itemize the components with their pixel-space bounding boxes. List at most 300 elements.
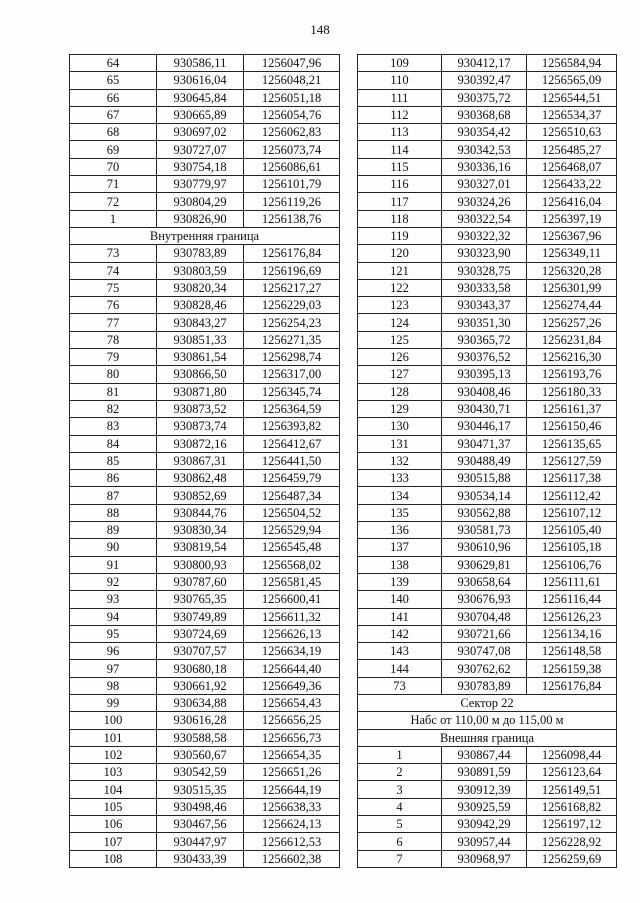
x-coordinate-cell: 930610,96 [442,539,527,556]
x-coordinate-cell: 930852,69 [157,487,244,504]
table-row [70,746,340,763]
table-row [70,176,340,193]
x-coordinate-cell: 930704,48 [442,608,527,625]
point-number-cell: 79 [70,349,157,366]
point-number-cell: 132 [358,452,442,469]
y-coordinate-cell: 1256412,67 [244,435,340,452]
y-coordinate-cell: 1256051,18 [244,89,340,106]
point-number-cell: 66 [70,89,157,106]
point-number-cell: 1 [70,210,157,227]
x-coordinate-cell: 930515,35 [157,781,244,798]
y-coordinate-cell: 1256148,58 [527,643,617,660]
x-coordinate-cell: 930957,44 [442,833,527,850]
y-coordinate-cell: 1256117,38 [527,470,617,487]
x-coordinate-cell: 930830,34 [157,522,244,539]
table-row [70,383,340,400]
table-row [70,643,340,660]
point-number-cell: 137 [358,539,442,556]
x-coordinate-cell: 930447,97 [157,833,244,850]
x-coordinate-cell: 930323,90 [442,245,527,262]
table-row [70,556,340,573]
x-coordinate-cell: 930586,11 [157,55,244,72]
x-coordinate-cell: 930342,53 [442,141,527,158]
table-row [70,55,340,72]
section-row [358,729,617,746]
table-row [70,435,340,452]
table-row [70,89,340,106]
table-row [70,729,340,746]
y-coordinate-cell: 1256602,38 [244,850,340,867]
y-coordinate-cell: 1256612,53 [244,833,340,850]
point-number-cell: 128 [358,383,442,400]
x-coordinate-cell: 930891,59 [442,764,527,781]
table-row [358,193,617,210]
y-coordinate-cell: 1256048,21 [244,72,340,89]
y-coordinate-cell: 1256098,44 [527,746,617,763]
y-coordinate-cell: 1256138,76 [244,210,340,227]
x-coordinate-cell: 930645,84 [157,89,244,106]
y-coordinate-cell: 1256581,45 [244,573,340,590]
y-coordinate-cell: 1256116,44 [527,591,617,608]
point-number-cell: 116 [358,176,442,193]
point-number-cell: 94 [70,608,157,625]
table-row [358,591,617,608]
table-row [358,452,617,469]
x-coordinate-cell: 930851,33 [157,331,244,348]
x-coordinate-cell: 930375,72 [442,89,527,106]
point-number-cell: 107 [70,833,157,850]
table-row [358,400,617,417]
y-coordinate-cell: 1256534,37 [527,106,617,123]
point-number-cell: 75 [70,279,157,296]
point-number-cell: 118 [358,210,442,227]
x-coordinate-cell: 930844,76 [157,504,244,521]
point-number-cell: 120 [358,245,442,262]
table-row [70,539,340,556]
point-number-cell: 2 [358,764,442,781]
table-row [358,349,617,366]
x-coordinate-cell: 930581,73 [442,522,527,539]
y-coordinate-cell: 1256656,73 [244,729,340,746]
x-coordinate-cell: 930354,42 [442,124,527,141]
y-coordinate-cell: 1256638,33 [244,798,340,815]
x-coordinate-cell: 930392,47 [442,72,527,89]
x-coordinate-cell: 930395,13 [442,366,527,383]
x-coordinate-cell: 930783,89 [157,245,244,262]
point-number-cell: 96 [70,643,157,660]
point-number-cell: 115 [358,158,442,175]
point-number-cell: 130 [358,418,442,435]
x-coordinate-cell: 930560,67 [157,746,244,763]
table-row [358,72,617,89]
table-row [358,556,617,573]
x-coordinate-cell: 930749,89 [157,608,244,625]
x-coordinate-cell: 930925,59 [442,798,527,815]
x-coordinate-cell: 930871,80 [157,383,244,400]
point-number-cell: 104 [70,781,157,798]
point-number-cell: 111 [358,89,442,106]
table-row [358,262,617,279]
table-row [358,573,617,590]
table-row [70,833,340,850]
x-coordinate-cell: 930333,58 [442,279,527,296]
table-row [358,176,617,193]
point-number-cell: 64 [70,55,157,72]
x-coordinate-cell: 930588,58 [157,729,244,746]
x-coordinate-cell: 930747,08 [442,643,527,660]
y-coordinate-cell: 1256150,46 [527,418,617,435]
x-coordinate-cell: 930542,59 [157,764,244,781]
point-number-cell: 129 [358,400,442,417]
table-row [70,677,340,694]
x-coordinate-cell: 930843,27 [157,314,244,331]
x-coordinate-cell: 930629,81 [442,556,527,573]
point-number-cell: 105 [70,798,157,815]
y-coordinate-cell: 1256101,79 [244,176,340,193]
table-row [358,331,617,348]
table-row [358,764,617,781]
table-row [358,418,617,435]
point-number-cell: 138 [358,556,442,573]
point-number-cell: 135 [358,504,442,521]
x-coordinate-cell: 930862,48 [157,470,244,487]
y-coordinate-cell: 1256654,43 [244,694,340,711]
y-coordinate-cell: 1256197,12 [527,816,617,833]
x-coordinate-cell: 930803,59 [157,262,244,279]
table-row [358,314,617,331]
table-row [70,245,340,262]
y-coordinate-cell: 1256656,25 [244,712,340,729]
y-coordinate-cell: 1256062,83 [244,124,340,141]
point-number-cell: 72 [70,193,157,210]
x-coordinate-cell: 930867,31 [157,452,244,469]
point-number-cell: 126 [358,349,442,366]
point-number-cell: 90 [70,539,157,556]
y-coordinate-cell: 1256180,33 [527,383,617,400]
y-coordinate-cell: 1256073,74 [244,141,340,158]
x-coordinate-cell: 930873,74 [157,418,244,435]
coordinates-table-left [69,54,340,868]
table-row [358,435,617,452]
table-row [70,470,340,487]
table-row [358,210,617,227]
point-number-cell: 109 [358,55,442,72]
point-number-cell: 92 [70,573,157,590]
y-coordinate-cell: 1256149,51 [527,781,617,798]
y-coordinate-cell: 1256611,32 [244,608,340,625]
x-coordinate-cell: 930867,44 [442,746,527,763]
x-coordinate-cell: 930365,72 [442,331,527,348]
point-number-cell: 124 [358,314,442,331]
point-number-cell: 117 [358,193,442,210]
point-number-cell: 89 [70,522,157,539]
y-coordinate-cell: 1256544,51 [527,89,617,106]
point-number-cell: 134 [358,487,442,504]
y-coordinate-cell: 1256119,26 [244,193,340,210]
y-coordinate-cell: 1256487,34 [244,487,340,504]
y-coordinate-cell: 1256216,30 [527,349,617,366]
section-heading-inner-boundary: Внутренняя граница [70,227,340,244]
table-row [358,470,617,487]
x-coordinate-cell: 930665,89 [157,106,244,123]
table-row [358,55,617,72]
y-coordinate-cell: 1256649,36 [244,677,340,694]
table-row [358,366,617,383]
table-row [358,487,617,504]
x-coordinate-cell: 930820,34 [157,279,244,296]
y-coordinate-cell: 1256271,35 [244,331,340,348]
x-coordinate-cell: 930515,88 [442,470,527,487]
x-coordinate-cell: 930787,60 [157,573,244,590]
point-number-cell: 97 [70,660,157,677]
table-row [70,158,340,175]
x-coordinate-cell: 930873,52 [157,400,244,417]
table-row [358,89,617,106]
point-number-cell: 131 [358,435,442,452]
table-row [70,816,340,833]
x-coordinate-cell: 930328,75 [442,262,527,279]
y-coordinate-cell: 1256107,12 [527,504,617,521]
table-row [70,608,340,625]
point-number-cell: 95 [70,625,157,642]
point-number-cell: 144 [358,660,442,677]
y-coordinate-cell: 1256397,19 [527,210,617,227]
y-coordinate-cell: 1256441,50 [244,452,340,469]
x-coordinate-cell: 930727,07 [157,141,244,158]
y-coordinate-cell: 1256651,26 [244,764,340,781]
x-coordinate-cell: 930433,39 [157,850,244,867]
y-coordinate-cell: 1256584,94 [527,55,617,72]
table-row [70,660,340,677]
point-number-cell: 140 [358,591,442,608]
point-number-cell: 133 [358,470,442,487]
point-number-cell: 71 [70,176,157,193]
table-row [70,106,340,123]
table-row [70,279,340,296]
y-coordinate-cell: 1256529,94 [244,522,340,539]
table-row [70,573,340,590]
table-row [70,314,340,331]
table-row [358,643,617,660]
point-number-cell: 119 [358,227,442,244]
x-coordinate-cell: 930446,17 [442,418,527,435]
x-coordinate-cell: 930408,46 [442,383,527,400]
section-row [358,694,617,711]
table-row [358,227,617,244]
point-number-cell: 93 [70,591,157,608]
point-number-cell: 76 [70,297,157,314]
y-coordinate-cell: 1256644,19 [244,781,340,798]
y-coordinate-cell: 1256624,13 [244,816,340,833]
y-coordinate-cell: 1256193,76 [527,366,617,383]
y-coordinate-cell: 1256504,52 [244,504,340,521]
point-number-cell: 121 [358,262,442,279]
table-row [358,539,617,556]
point-number-cell: 136 [358,522,442,539]
point-number-cell: 100 [70,712,157,729]
point-number-cell: 103 [70,764,157,781]
table-row [70,694,340,711]
x-coordinate-cell: 930471,37 [442,435,527,452]
y-coordinate-cell: 1256364,59 [244,400,340,417]
table-row [358,106,617,123]
x-coordinate-cell: 930676,93 [442,591,527,608]
y-coordinate-cell: 1256231,84 [527,331,617,348]
x-coordinate-cell: 930616,28 [157,712,244,729]
table-row [358,850,617,867]
table-row [70,210,340,227]
y-coordinate-cell: 1256257,26 [527,314,617,331]
y-coordinate-cell: 1256176,84 [527,677,617,694]
x-coordinate-cell: 930819,54 [157,539,244,556]
point-number-cell: 108 [70,850,157,867]
x-coordinate-cell: 930762,62 [442,660,527,677]
x-coordinate-cell: 930861,54 [157,349,244,366]
y-coordinate-cell: 1256217,27 [244,279,340,296]
point-number-cell: 101 [70,729,157,746]
table-row [70,625,340,642]
y-coordinate-cell: 1256600,41 [244,591,340,608]
point-number-cell: 85 [70,452,157,469]
table-row [70,850,340,867]
y-coordinate-cell: 1256161,37 [527,400,617,417]
x-coordinate-cell: 930779,97 [157,176,244,193]
y-coordinate-cell: 1256393,82 [244,418,340,435]
point-number-cell: 125 [358,331,442,348]
x-coordinate-cell: 930721,66 [442,625,527,642]
point-number-cell: 143 [358,643,442,660]
point-number-cell: 78 [70,331,157,348]
x-coordinate-cell: 930634,88 [157,694,244,711]
table-row [70,366,340,383]
table-row [358,660,617,677]
point-number-cell: 84 [70,435,157,452]
point-number-cell: 80 [70,366,157,383]
x-coordinate-cell: 930658,64 [442,573,527,590]
y-coordinate-cell: 1256626,13 [244,625,340,642]
point-number-cell: 91 [70,556,157,573]
y-coordinate-cell: 1256047,96 [244,55,340,72]
point-number-cell: 73 [70,245,157,262]
y-coordinate-cell: 1256320,28 [527,262,617,279]
point-number-cell: 141 [358,608,442,625]
table-row [358,833,617,850]
x-coordinate-cell: 930828,46 [157,297,244,314]
x-coordinate-cell: 930724,69 [157,625,244,642]
point-number-cell: 99 [70,694,157,711]
x-coordinate-cell: 930872,16 [157,435,244,452]
point-number-cell: 122 [358,279,442,296]
y-coordinate-cell: 1256106,76 [527,556,617,573]
x-coordinate-cell: 930783,89 [442,677,527,694]
table-row [358,625,617,642]
y-coordinate-cell: 1256168,82 [527,798,617,815]
x-coordinate-cell: 930498,46 [157,798,244,815]
table-row [358,746,617,763]
y-coordinate-cell: 1256111,61 [527,573,617,590]
table-row [358,245,617,262]
y-coordinate-cell: 1256054,76 [244,106,340,123]
point-number-cell: 65 [70,72,157,89]
point-number-cell: 142 [358,625,442,642]
table-row [70,452,340,469]
point-number-cell: 113 [358,124,442,141]
x-coordinate-cell: 930467,56 [157,816,244,833]
y-coordinate-cell: 1256229,03 [244,297,340,314]
y-coordinate-cell: 1256105,40 [527,522,617,539]
y-coordinate-cell: 1256416,04 [527,193,617,210]
point-number-cell: 83 [70,418,157,435]
table-row [358,781,617,798]
x-coordinate-cell: 930661,92 [157,677,244,694]
y-coordinate-cell: 1256634,19 [244,643,340,660]
x-coordinate-cell: 930324,26 [442,193,527,210]
point-number-cell: 67 [70,106,157,123]
x-coordinate-cell: 930351,30 [442,314,527,331]
y-coordinate-cell: 1256468,07 [527,158,617,175]
point-number-cell: 127 [358,366,442,383]
y-coordinate-cell: 1256259,69 [527,850,617,867]
section-row [70,227,340,244]
y-coordinate-cell: 1256135,65 [527,435,617,452]
x-coordinate-cell: 930488,49 [442,452,527,469]
table-row [358,798,617,815]
page-number: 148 [310,22,330,37]
table-row [70,764,340,781]
section-heading-outer-boundary: Внешняя граница [358,729,617,746]
x-coordinate-cell: 930800,93 [157,556,244,573]
point-number-cell: 102 [70,746,157,763]
x-coordinate-cell: 930804,29 [157,193,244,210]
y-coordinate-cell: 1256545,48 [244,539,340,556]
x-coordinate-cell: 930376,52 [442,349,527,366]
point-number-cell: 77 [70,314,157,331]
y-coordinate-cell: 1256086,61 [244,158,340,175]
y-coordinate-cell: 1256568,02 [244,556,340,573]
y-coordinate-cell: 1256654,35 [244,746,340,763]
table-row [358,608,617,625]
point-number-cell: 86 [70,470,157,487]
x-coordinate-cell: 930412,17 [442,55,527,72]
point-number-cell: 88 [70,504,157,521]
point-number-cell: 7 [358,850,442,867]
y-coordinate-cell: 1256274,44 [527,297,617,314]
table-row [358,504,617,521]
x-coordinate-cell: 930707,57 [157,643,244,660]
point-number-cell: 3 [358,781,442,798]
point-number-cell: 5 [358,816,442,833]
x-coordinate-cell: 930343,37 [442,297,527,314]
table-row [70,522,340,539]
y-coordinate-cell: 1256644,40 [244,660,340,677]
point-number-cell: 87 [70,487,157,504]
y-coordinate-cell: 1256298,74 [244,349,340,366]
x-coordinate-cell: 930616,04 [157,72,244,89]
x-coordinate-cell: 930534,14 [442,487,527,504]
x-coordinate-cell: 930968,97 [442,850,527,867]
table-row [70,504,340,521]
table-row [70,712,340,729]
table-row [70,798,340,815]
y-coordinate-cell: 1256134,16 [527,625,617,642]
point-number-cell: 106 [70,816,157,833]
y-coordinate-cell: 1256459,79 [244,470,340,487]
point-number-cell: 70 [70,158,157,175]
x-coordinate-cell: 930866,50 [157,366,244,383]
point-number-cell: 73 [358,677,442,694]
y-coordinate-cell: 1256301,99 [527,279,617,296]
table-row [70,124,340,141]
